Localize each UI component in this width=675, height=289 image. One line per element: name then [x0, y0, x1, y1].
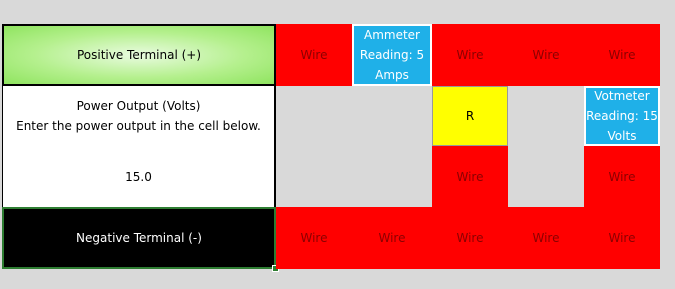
- wire-label: Wire: [378, 231, 406, 245]
- wire-cell[interactable]: [276, 24, 352, 86]
- wire-label: Wire: [608, 231, 636, 245]
- ammeter-cell[interactable]: [352, 24, 432, 86]
- wire-label: Wire: [532, 48, 560, 62]
- wire-label: Wire: [456, 231, 484, 245]
- wire-cell[interactable]: [432, 207, 508, 269]
- wire-label: Wire: [300, 48, 328, 62]
- wire-cell[interactable]: [508, 24, 584, 86]
- wire-label: Wire: [532, 231, 560, 245]
- wire-cell[interactable]: [432, 24, 508, 86]
- wire-cell[interactable]: [584, 207, 660, 269]
- wire-cell[interactable]: [584, 146, 660, 207]
- voltmeter-line-2: Reading: 15: [586, 109, 658, 123]
- wire-label: Wire: [608, 48, 636, 62]
- negative-terminal-label: Negative Terminal (-): [76, 231, 202, 245]
- wire-cell[interactable]: [276, 207, 352, 269]
- ammeter-line-2: Reading: 5: [359, 48, 425, 62]
- wire-label: Wire: [456, 169, 484, 184]
- power-output-instruction: Enter the power output in the cell below.: [16, 119, 261, 133]
- ammeter-line-3: Amps: [375, 68, 409, 82]
- wire-cell[interactable]: [432, 146, 508, 207]
- wire-cell[interactable]: [508, 207, 584, 269]
- voltmeter-line-1: Votmeter: [594, 89, 650, 103]
- resistor-cell[interactable]: [432, 86, 508, 146]
- resistor-label: R: [465, 109, 475, 123]
- power-output-title: Power Output (Volts): [76, 99, 201, 113]
- ammeter-line-1: Ammeter: [364, 28, 420, 42]
- power-output-input-cell[interactable]: [2, 146, 276, 207]
- wire-cell[interactable]: [584, 24, 660, 86]
- positive-terminal-cell[interactable]: [2, 24, 276, 86]
- voltmeter-line-3: Volts: [607, 129, 637, 143]
- positive-terminal-label: Positive Terminal (+): [76, 48, 202, 62]
- voltmeter-cell[interactable]: [584, 86, 660, 146]
- wire-label: Wire: [300, 231, 328, 245]
- power-output-value: 15.0: [125, 169, 152, 184]
- wire-label: Wire: [608, 169, 636, 184]
- wire-cell[interactable]: [352, 207, 432, 269]
- wire-label: Wire: [456, 48, 484, 62]
- negative-terminal-cell[interactable]: [2, 207, 276, 269]
- power-output-header-cell[interactable]: [2, 86, 276, 146]
